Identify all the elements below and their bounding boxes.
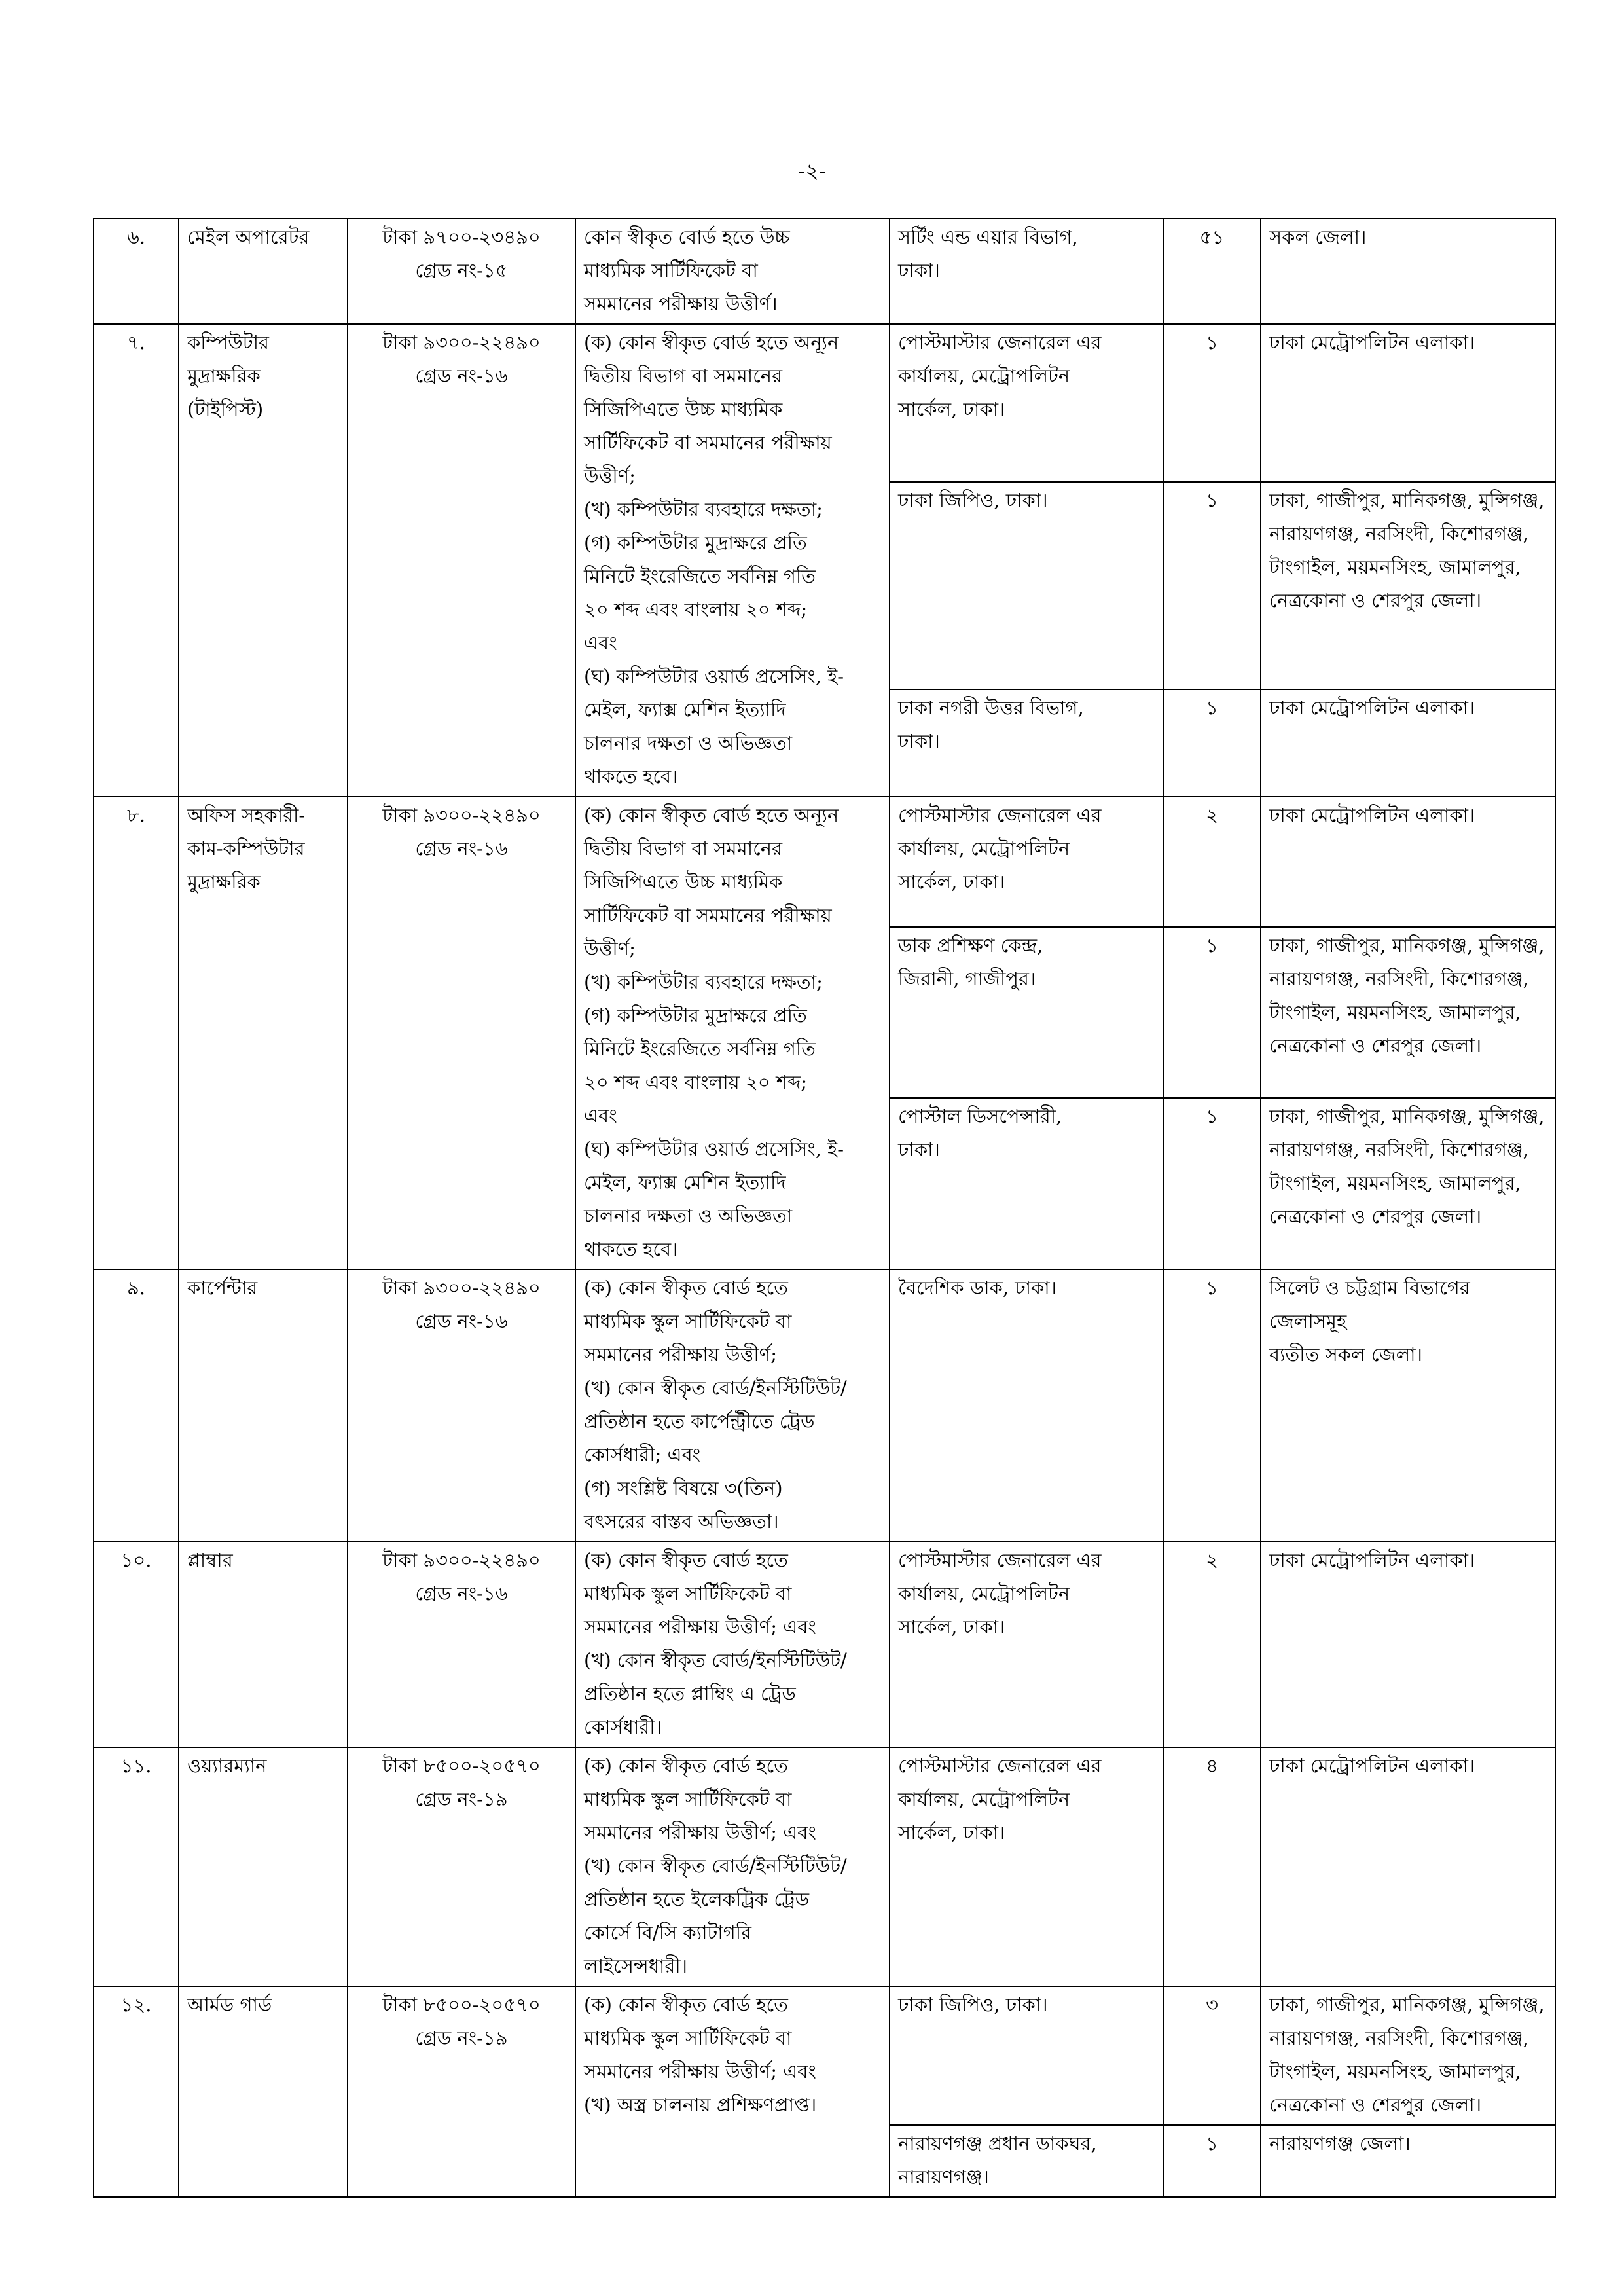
pay-scale-cell [348,1986,575,2197]
text-line: টাকা ৯৭০০-২৩৪৯০ [382,226,541,248]
serial-cell: ৬. [94,219,179,324]
text-line: সার্কেল, ঢাকা। [898,398,1005,420]
text-line: সমমানের পরীক্ষায় উত্তীর্ণ; এবং [584,1821,816,1844]
text-line: মিনিটে ইংরেজিতে সর্বনিম্ন গতি [584,1038,816,1060]
text-line: (ক) কোন স্বীকৃত বোর্ড হতে [584,1755,788,1777]
text-line: (ক) কোন স্বীকৃত বোর্ড হতে [584,1549,788,1571]
districts-cell [1261,1098,1555,1269]
text-line: পোস্টাল ডিসপেন্সারী, [898,1105,1062,1128]
post-count-cell: ১ [1163,1269,1261,1542]
text-line: (খ) অস্ত্র চালনায় প্রশিক্ষণপ্রাপ্ত। [584,2094,817,2116]
text-line: মাধ্যমিক স্কুল সার্টিফিকেট বা [584,1310,792,1332]
text-line: কোর্সধারী। [584,1716,662,1738]
post-name-cell [179,1269,348,1542]
text-line: (ক) কোন স্বীকৃত বোর্ড হতে অন্যূন [584,804,839,826]
text-line: ঢাকা মেট্রোপলিটন এলাকা। [1269,331,1475,354]
office-cell [890,324,1163,482]
text-line: ঢাকা, গাজীপুর, মানিকগঞ্জ, মুন্সিগঞ্জ, [1269,488,1545,511]
districts-cell [1261,482,1555,689]
post-count-cell: ১ [1163,1098,1261,1269]
text-line: ঢাকা মেট্রোপলিটন এলাকা। [1269,1755,1475,1777]
qualification-cell [575,324,890,797]
text-line: (খ) কম্পিউটার ব্যবহারে দক্ষতা; [584,498,823,520]
text-line: সিজিপিএতে উচ্চ মাধ্যমিক [584,871,783,893]
districts-cell [1261,1986,1555,2125]
text-line: প্রতিষ্ঠান হতে ইলেকট্রিক ট্রেড [584,1888,810,1910]
text-line: চালনার দক্ষতা ও অভিজ্ঞতা [584,1205,793,1227]
text-line: মাধ্যমিক স্কুল সার্টিফিকেট বা [584,2027,792,2049]
text-line: পোস্টমাস্টার জেনারেল এর [898,331,1102,354]
text-line: (গ) সংশ্লিষ্ট বিষয়ে ৩(তিন) [584,1477,783,1499]
table-row [94,1986,1555,2125]
text-line: (ক) কোন স্বীকৃত বোর্ড হতে অন্যূন [584,331,839,354]
qualification-cell [575,1542,890,1747]
serial-cell: ১০. [94,1542,179,1747]
table-row [94,1542,1555,1747]
pay-scale-cell [348,219,575,324]
text-line: টাংগাইল, ময়মনসিংহ, জামালপুর, [1269,2060,1521,2083]
text-line: গ্রেড নং-১৯ [415,2027,508,2049]
text-line: নেত্রকোনা ও শেরপুর জেলা। [1269,1205,1482,1228]
text-line: গ্রেড নং-১৫ [415,259,508,282]
text-line: (টাইপিস্ট) [187,398,264,420]
post-count-cell: ১ [1163,482,1261,689]
text-line: ঢাকা মেট্রোপলিটন এলাকা। [1269,1549,1475,1571]
text-line: (খ) কম্পিউটার ব্যবহারে দক্ষতা; [584,971,823,993]
text-line: (খ) কোন স্বীকৃত বোর্ড/ইনস্টিটিউট/ [584,1649,847,1671]
post-count-cell: ১ [1163,689,1261,797]
text-line: কার্যালয়, মেট্রোপলিটন [898,837,1070,860]
text-line: ঢাকা, গাজীপুর, মানিকগঞ্জ, মুন্সিগঞ্জ, [1269,934,1545,957]
text-line: ঢাকা মেট্রোপলিটন এলাকা। [1269,804,1475,826]
text-line: চালনার দক্ষতা ও অভিজ্ঞতা [584,732,793,754]
text-line: (খ) কোন স্বীকৃত বোর্ড/ইনস্টিটিউট/ [584,1377,847,1399]
text-line: এবং [584,1104,617,1127]
text-line: নারায়ণগঞ্জ, নরসিংদী, কিশোরগঞ্জ, [1269,522,1529,545]
office-cell [890,689,1163,797]
text-line: ঢাকা। [898,1139,940,1161]
text-line: (গ) কম্পিউটার মুদ্রাক্ষরে প্রতি [584,1004,807,1027]
table-row [94,1747,1555,1986]
text-line: পোস্টমাস্টার জেনারেল এর [898,804,1102,826]
table-body [94,219,1555,2197]
office-cell [890,1747,1163,1986]
text-line: গ্রেড নং-১৬ [415,365,508,387]
serial-cell: ৯. [94,1269,179,1542]
serial-cell: ১১. [94,1747,179,1986]
text-line: টাকা ৮৫০০-২০৫৭০ [382,1755,541,1777]
text-line: টাকা ৯৩০০-২২৪৯০ [382,1277,541,1299]
qualification-cell [575,797,890,1269]
districts-cell [1261,689,1555,797]
text-line: জিরানী, গাজীপুর। [898,967,1036,990]
text-line: প্রতিষ্ঠান হতে কার্পেন্ট্রীতে ট্রেড [584,1410,815,1432]
text-line: ঢাকা জিপিও, ঢাকা। [898,488,1048,511]
text-line: (ক) কোন স্বীকৃত বোর্ড হতে [584,1277,788,1299]
office-cell [890,1098,1163,1269]
text-line: বৈদেশিক ডাক, ঢাকা। [898,1277,1057,1299]
text-line: প্রতিষ্ঠান হতে প্লাম্বিং এ ট্রেড [584,1683,796,1705]
text-line: ব্যতীত সকল জেলা। [1269,1343,1422,1366]
districts-cell [1261,927,1555,1099]
text-line: গ্রেড নং-১৬ [415,1310,508,1332]
text-line: থাকতে হবে। [584,1238,678,1260]
table-row [94,797,1555,927]
text-line: টাংগাইল, ময়মনসিংহ, জামালপুর, [1269,555,1521,578]
office-cell [890,1986,1163,2125]
text-line: সার্টিফিকেট বা সমমানের পরীক্ষায় [584,904,832,926]
text-line: পোস্টমাস্টার জেনারেল এর [898,1549,1102,1571]
post-name-cell [179,1747,348,1986]
text-line: গ্রেড নং-১৬ [415,1582,508,1605]
text-line: নারায়ণগঞ্জ, নরসিংদী, কিশোরগঞ্জ, [1269,2027,1529,2049]
text-line: টাকা ৯৩০০-২২৪৯০ [382,1549,541,1571]
districts-cell [1261,219,1555,324]
text-line: নেত্রকোনা ও শেরপুর জেলা। [1269,2094,1482,2116]
text-line: লাইসেন্সধারী। [584,1955,688,1977]
text-line: পোস্টমাস্টার জেনারেল এর [898,1755,1102,1777]
districts-cell [1261,1269,1555,1542]
office-cell [890,219,1163,324]
post-count-cell: ২ [1163,1542,1261,1747]
page-number: -২- [798,158,826,183]
text-line: কোর্সে বি/সি ক্যাটাগরি [584,1922,751,1944]
serial-cell: ১২. [94,1986,179,2197]
text-line: মাধ্যমিক স্কুল সার্টিফিকেট বা [584,1582,792,1605]
text-line: কার্যালয়, মেট্রোপলিটন [898,1788,1070,1810]
text-line: ঢাকা, গাজীপুর, মানিকগঞ্জ, মুন্সিগঞ্জ, [1269,1105,1545,1128]
text-line: সার্টিফিকেট বা সমমানের পরীক্ষায় [584,431,832,454]
text-line: টাকা ৮৫০০-২০৫৭০ [382,1994,541,2016]
text-line: প্লাম্বার [187,1549,233,1571]
districts-cell [1261,797,1555,927]
office-cell [890,482,1163,689]
qualification-cell [575,219,890,324]
text-line: দ্বিতীয় বিভাগ বা সমমানের [584,365,783,387]
text-line: মুদ্রাক্ষরিক [187,871,261,893]
districts-cell [1261,324,1555,482]
qualification-cell [575,1747,890,1986]
text-line: সার্কেল, ঢাকা। [898,871,1005,893]
post-name-cell [179,1986,348,2197]
post-name-cell [179,1542,348,1747]
text-line: ঢাকা মেট্রোপলিটন এলাকা। [1269,696,1475,719]
text-line: মেইল, ফ্যাক্স মেশিন ইত্যাদি [584,1171,786,1194]
text-line: নারায়ণগঞ্জ প্রধান ডাকঘর, [898,2132,1097,2155]
text-line: (ক) কোন স্বীকৃত বোর্ড হতে [584,1994,788,2016]
text-line: গ্রেড নং-১৬ [415,837,508,860]
districts-cell [1261,1542,1555,1747]
text-line: সমমানের পরীক্ষায় উত্তীর্ণ; এবং [584,2060,816,2083]
text-line: নারায়ণগঞ্জ, নরসিংদী, কিশোরগঞ্জ, [1269,967,1529,990]
post-count-cell: ১ [1163,324,1261,482]
text-line: মেইল, ফ্যাক্স মেশিন ইত্যাদি [584,699,786,721]
text-line: আর্মড গার্ড [187,1994,272,2016]
text-line: ঢাকা, গাজীপুর, মানিকগঞ্জ, মুন্সিগঞ্জ, [1269,1994,1545,2016]
post-count-cell: ৫১ [1163,219,1261,324]
text-line: মুদ্রাক্ষরিক [187,365,261,387]
post-count-cell: ১ [1163,927,1261,1099]
text-line: ডাক প্রশিক্ষণ কেন্দ্র, [898,934,1043,957]
text-line: ঢাকা নগরী উত্তর বিভাগ, [898,696,1084,719]
text-line: অফিস সহকারী- [187,804,306,826]
post-name-cell [179,219,348,324]
text-line: (ঘ) কম্পিউটার ওয়ার্ড প্রসেসিং, ই- [584,1138,844,1160]
pay-scale-cell [348,1747,575,1986]
text-line: নেত্রকোনা ও শেরপুর জেলা। [1269,589,1482,611]
text-line: সমমানের পরীক্ষায় উত্তীর্ণ। [584,293,778,315]
text-line: কোর্সধারী; এবং [584,1444,701,1466]
qualification-cell [575,1269,890,1542]
text-line: মেইল অপারেটর [187,226,310,248]
text-line: কম্পিউটার [187,331,269,354]
text-line: দ্বিতীয় বিভাগ বা সমমানের [584,837,783,860]
text-line: সকল জেলা। [1269,226,1367,248]
text-line: ২০ শব্দ এবং বাংলায় ২০ শব্দ; [584,1071,808,1093]
text-line: গ্রেড নং-১৯ [415,1788,508,1810]
text-line: কার্পেন্টার [187,1277,258,1299]
text-line: থাকতে হবে। [584,765,678,788]
table-row [94,219,1555,324]
text-line: টাংগাইল, ময়মনসিংহ, জামালপুর, [1269,1000,1521,1023]
text-line: নারায়ণগঞ্জ, নরসিংদী, কিশোরগঞ্জ, [1269,1139,1529,1161]
text-line: ২০ শব্দ এবং বাংলায় ২০ শব্দ; [584,598,808,621]
text-line: সিজিপিএতে উচ্চ মাধ্যমিক [584,398,783,420]
text-line: ঢাকা। [898,729,940,752]
text-line: টাকা ৯৩০০-২২৪৯০ [382,804,541,826]
text-line: উত্তীর্ণ; [584,465,636,487]
text-line: (ঘ) কম্পিউটার ওয়ার্ড প্রসেসিং, ই- [584,665,844,687]
districts-cell [1261,2125,1555,2197]
recruitment-table [93,218,1556,2198]
pay-scale-cell [348,797,575,1269]
text-line: সমমানের পরীক্ষায় উত্তীর্ণ; [584,1343,777,1366]
text-line: মিনিটে ইংরেজিতে সর্বনিম্ন গতি [584,565,816,587]
text-line: কোন স্বীকৃত বোর্ড হতে উচ্চ [584,226,790,248]
text-line: সিলেট ও চট্টগ্রাম বিভাগের জেলাসমূহ [1269,1277,1470,1332]
text-line: এবং [584,632,617,654]
pay-scale-cell [348,1542,575,1747]
table-row [94,1269,1555,1542]
office-cell [890,1542,1163,1747]
text-line: সর্টিং এন্ড এয়ার বিভাগ, [898,226,1078,248]
text-line: মাধ্যমিক সার্টিফিকেট বা [584,259,758,282]
districts-cell [1261,1747,1555,1986]
text-line: কাম-কম্পিউটার [187,837,305,860]
post-count-cell: ৩ [1163,1986,1261,2125]
serial-cell: ৭. [94,324,179,797]
pay-scale-cell [348,324,575,797]
text-line: মাধ্যমিক স্কুল সার্টিফিকেট বা [584,1788,792,1810]
pay-scale-cell [348,1269,575,1542]
office-cell [890,2125,1163,2197]
table-row [94,324,1555,482]
text-line: সার্কেল, ঢাকা। [898,1616,1005,1638]
post-name-cell [179,324,348,797]
text-line: নারায়ণগঞ্জ জেলা। [1269,2132,1411,2155]
qualification-cell [575,1986,890,2197]
text-line: ঢাকা। [898,259,940,282]
post-count-cell: ১ [1163,2125,1261,2197]
text-line: ঢাকা জিপিও, ঢাকা। [898,1994,1048,2016]
text-line: কার্যালয়, মেট্রোপলিটন [898,1582,1070,1605]
post-name-cell [179,797,348,1269]
office-cell [890,797,1163,927]
text-line: বৎসরের বাস্তব অভিজ্ঞতা। [584,1510,779,1533]
text-line: টাকা ৯৩০০-২২৪৯০ [382,331,541,354]
serial-cell: ৮. [94,797,179,1269]
text-line: সার্কেল, ঢাকা। [898,1821,1005,1844]
text-line: টাংগাইল, ময়মনসিংহ, জামালপুর, [1269,1172,1521,1195]
office-cell [890,1269,1163,1542]
office-cell [890,927,1163,1099]
text-line: উত্তীর্ণ; [584,938,636,960]
text-line: নারায়ণগঞ্জ। [898,2166,989,2188]
text-line: (গ) কম্পিউটার মুদ্রাক্ষরে প্রতি [584,532,807,554]
text-line: নেত্রকোনা ও শেরপুর জেলা। [1269,1034,1482,1057]
text-line: সমমানের পরীক্ষায় উত্তীর্ণ; এবং [584,1616,816,1638]
text-line: ওয়্যারম্যান [187,1755,267,1777]
text-line: কার্যালয়, মেট্রোপলিটন [898,365,1070,387]
post-count-cell: ৪ [1163,1747,1261,1986]
text-line: (খ) কোন স্বীকৃত বোর্ড/ইনস্টিটিউট/ [584,1855,847,1877]
post-count-cell: ২ [1163,797,1261,927]
